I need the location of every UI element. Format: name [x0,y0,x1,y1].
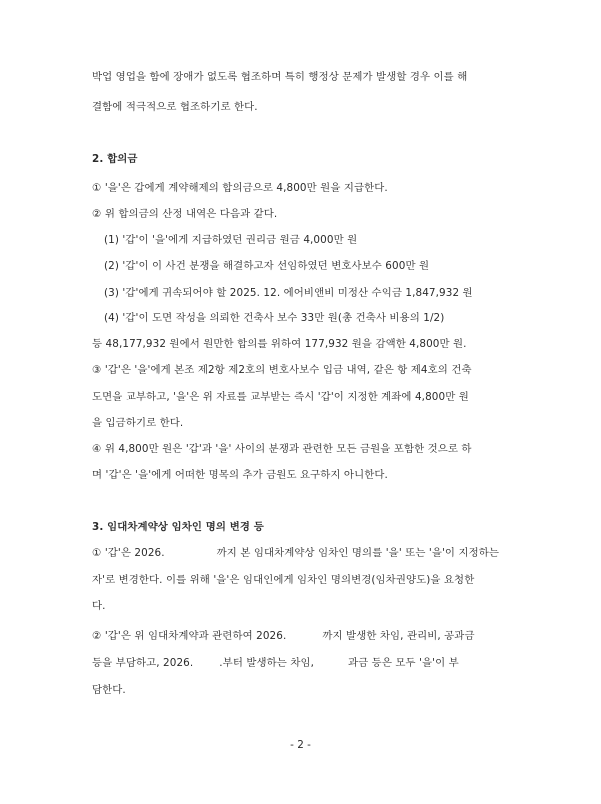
section-heading-settlement: 2. 합의금 [92,153,138,165]
clause-line: 다. [92,600,106,612]
clause-line: 자'로 변경한다. 이를 위해 '을'은 임대인에게 임차인 명의변경(임차권양도)을 요청한 [92,574,475,586]
clause-fragment: 까지 발생한 차임, 관리비, 공과금 [322,630,475,642]
clause-line: 을 입금하기로 한다. [92,417,184,429]
clause-fragment: 과금 등은 모두 '을'이 부 [348,657,459,669]
page-number: - 2 - [290,739,311,751]
clause-fragment: ① '갑'은 2026. [92,547,165,559]
sub-item-line: (3) '갑'에게 귀속되어야 할 2025. 12. 에어비앤비 미정산 수익금 1,847,932 원 [104,287,473,299]
sub-item-line: (4) '갑'이 도면 작성을 의뢰한 건축사 보수 33만 원(총 건축사 비용의 1/2) [104,312,445,324]
clause-line [92,629,475,643]
clause-fragment: .부터 발생하는 차임, [219,657,314,669]
clause-line: 도면을 교부하고, '을'은 위 자료를 교부받는 즉시 '갑'이 지정한 계좌에 4,800만 원 [92,391,469,403]
clause-fragment: ② '갑'은 위 임대차계약과 관련하여 2026. [92,630,287,642]
clause-line: 담한다. [92,684,126,696]
clause-fragment: 까지 본 임대차계약상 임차인 명의를 '을' 또는 '을'이 지정하는 [216,547,499,559]
clause-line: ③ '갑'은 '을'에게 본조 제2항 제2호의 변호사보수 입금 내역, 같은 항 제4호의 건축 [92,364,472,376]
clause-line: 등 48,177,932 원에서 원만한 합의를 위하여 177,932 원을 감액한 4,800만 원. [92,338,467,350]
clause-line: ① '을'은 갑에게 계약해제의 합의금으로 4,800만 원을 지급한다. [92,182,388,194]
clause-line: 며 '갑'은 '을'에게 어떠한 명목의 추가 금원도 요구하지 아니한다. [92,469,388,481]
clause-line: ② 위 합의금의 산정 내역은 다음과 같다. [92,208,278,220]
sub-item-line: (1) '갑'이 '을'에게 지급하였던 권리금 원금 4,000만 원 [104,234,358,246]
clause-line: ④ 위 4,800만 원은 '갑'과 '을' 사이의 분쟁과 관련한 모든 금원을 포함한 것으로 하 [92,443,472,455]
section-heading-lease: 3. 임대차계약상 임차인 명의 변경 등 [92,521,264,533]
clause-fragment: 등을 부담하고, 2026. [92,657,194,669]
clause-line [92,546,499,560]
sub-item-line: (2) '갑'이 이 사건 분쟁을 해결하고자 선임하였던 변호사보수 600만 원 [104,260,430,272]
clause-line [92,656,459,670]
paragraph-line: 박업 영업을 함에 장애가 없도록 협조하며 특히 행정상 문제가 발생할 경우 이를 해 [92,71,468,83]
paragraph-line: 결함에 적극적으로 협조하기로 한다. [92,101,258,113]
